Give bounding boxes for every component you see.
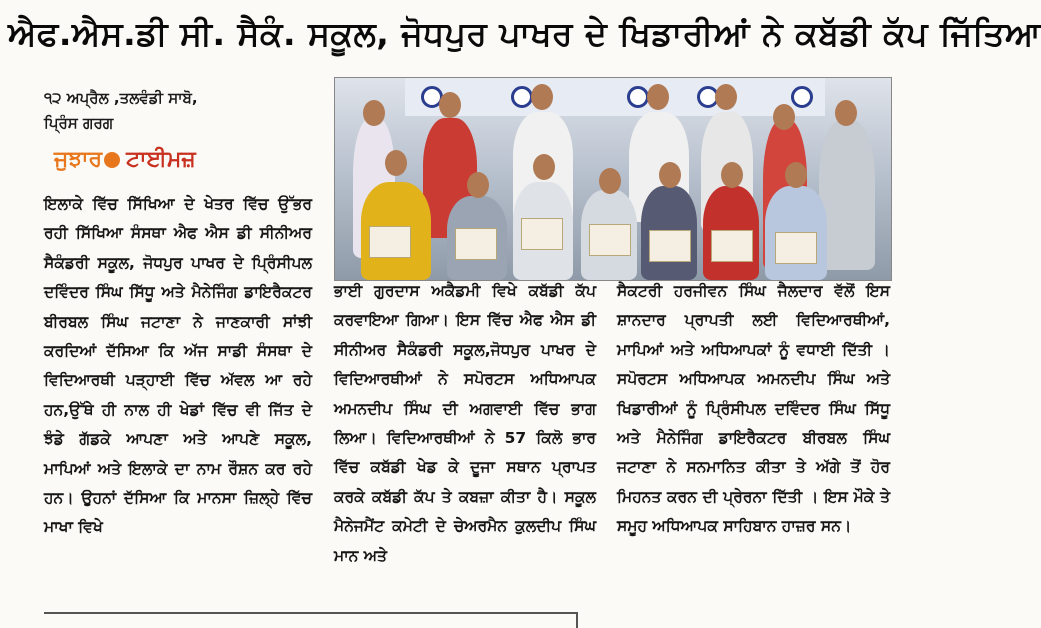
- masthead-part2: ਟਾਈਮਜ਼: [126, 147, 196, 172]
- article-column-2: [334, 277, 596, 571]
- certificate: [649, 230, 691, 262]
- photo-person-head: [385, 150, 407, 176]
- photo-person-head: [715, 84, 737, 110]
- bottom-rule-corner: [576, 612, 578, 628]
- photo-person-head: [773, 104, 795, 130]
- masthead-dot-icon: [104, 152, 120, 168]
- photo-person-head: [721, 162, 743, 188]
- photo-person-head: [835, 100, 857, 126]
- certificate: [589, 224, 631, 256]
- photo-person-head: [363, 100, 385, 126]
- headline: ਐਫ.ਐਸ.ਡੀ ਸੀ. ਸੈਕੰ. ਸਕੂਲ, ਜੋਧਪੁਰ ਪਾਖਰ ਦੇ ਖਿਡਾਰੀਆਂ ਨੇ ਕਬੱਡੀ ਕੱਪ ਜਿੱਤਿਆ: [8, 14, 1041, 53]
- photo-backdrop-banner: [405, 78, 825, 116]
- photo-person-head: [785, 162, 807, 188]
- certificate: [775, 232, 817, 264]
- seal-icon: [627, 86, 649, 108]
- dateline: ੧੨ ਅਪ੍ਰੈਲ ,ਤਲਵੰਡੀ ਸਾਬੋ,: [44, 89, 198, 107]
- photo-person-head: [599, 168, 621, 194]
- article-text: ਭਾਈ ਗੁਰਦਾਸ ਅਕੈਡਮੀ ਵਿਖੇ ਕਬੱਡੀ ਕੱਪ ਕਰਵਾਇਆ ਗਿਆ। ਇਸ ਵਿੱਚ ਐਫ ਐਸ ਡੀ ਸੀਨੀਅਰ ਸੈਕੰਡਰੀ ਸਕੂਲ,ਜੋਧਪੁਰ ਪਾਖਰ ਦੇ ਵਿਦਿਆਰਥੀਆਂ ਨੇ ਸਪੋਰਟਸ ਅਧਿਆਪਕ ਅਮਨਦੀਪ ਸਿੰਘ ਦੀ ਅਗਵਾਈ ਵਿੱਚ ਭਾਗ ਲਿਆ। ਵਿਦਿਆਰਥੀਆਂ ਨੇ 57 ਕਿਲੋ ਭਾਰ ਵਿੱਚ ਕਬੱਡੀ ਖੇਡ ਕੇ ਦੂਜਾ ਸਥਾਨ ਪ੍ਰਾਪਤ ਕਰਕੇ ਕਬੱਡੀ ਕੱਪ ਤੇ ਕਬਜ਼ਾ ਕੀਤਾ ਹੈ। ਸਕੂਲ ਮੈਨੇਜਮੈਂਟ ਕਮੇਟੀ ਦੇ ਚੇਅਰਮੈਨ ਕੁਲਦੀਪ ਸਿੰਘ ਮਾਨ ਅਤੇ: [334, 282, 596, 565]
- seal-icon: [511, 86, 533, 108]
- article-column-1: [44, 190, 312, 543]
- certificate: [521, 218, 563, 250]
- article-text: ਇਲਾਕੇ ਵਿੱਚ ਸਿੱਖਿਆ ਦੇ ਖੇਤਰ ਵਿੱਚ ਉੱਭਰ ਰਹੀ ਸਿੱਖਿਆ ਸੰਸਥਾ ਐਫ ਐਸ ਡੀ ਸੀਨੀਅਰ ਸੈਕੰਡਰੀ ਸਕੂਲ, ਜੋਧਪੁਰ ਪਾਖਰ ਦੇ ਪ੍ਰਿੰਸੀਪਲ ਦਵਿੰਦਰ ਸਿੰਘ ਸਿੱਧੂ ਅਤੇ ਮੈਨੇਜਿੰਗ ਡਾਇਰੈਕਟਰ ਬੀਰਬਲ ਸਿੰਘ ਜਟਾਣਾ ਨੇ ਜਾਣਕਾਰੀ ਸਾਂਝੀ ਕਰਦਿਆਂ ਦੱਸਿਆ ਕਿ ਅੱਜ ਸਾਡੀ ਸੰਸਥਾ ਦੇ ਵਿਦਿਆਰਥੀ ਪੜ੍ਹਾਈ ਵਿੱਚ ਅੱਵਲ ਆ ਰਹੇ ਹਨ,ਉੱਥੇ ਹੀ ਨਾਲ ਹੀ ਖੇਡਾਂ ਵਿੱਚ ਵੀ ਜਿੱਤ ਦੇ ਝੰਡੇ ਗੱਡਕੇ ਆਪਣਾ ਅਤੇ ਆਪਣੇ ਸਕੂਲ, ਮਾਪਿਆਂ ਅਤੇ ਇਲਾਕੇ ਦਾ ਨਾਮ ਰੌਸ਼ਨ ਕਰ ਰਹੇ ਹਨ। ਉਹਨਾਂ ਦੱਸਿਆ ਕਿ ਮਾਨਸਾ ਜ਼ਿਲ੍ਹੇ ਵਿੱਚ ਮਾਖਾ ਵਿਖੇ: [44, 195, 312, 537]
- photo-person: [819, 120, 875, 270]
- group-photo: [334, 77, 892, 281]
- photo-person-head: [659, 162, 681, 188]
- masthead-logo: [54, 143, 314, 177]
- seal-icon: [791, 86, 813, 108]
- certificate: [711, 230, 753, 262]
- photo-person-head: [531, 84, 553, 110]
- certificate: [455, 228, 497, 260]
- photo-person-head: [439, 92, 461, 118]
- author: ਪ੍ਰਿੰਸ ਗਰਗ: [44, 114, 114, 132]
- photo-person-head: [467, 172, 489, 198]
- masthead-part1: ਜੁਝਾਰ: [54, 147, 103, 172]
- photo-person-head: [647, 84, 669, 110]
- article-text: ਸੈਕਟਰੀ ਹਰਜੀਵਨ ਸਿੰਘ ਜੈਲਦਾਰ ਵੱਲੋਂ ਇਸ ਸ਼ਾਨਦਾਰ ਪ੍ਰਾਪਤੀ ਲਈ ਵਿਦਿਆਰਥੀਆਂ, ਮਾਪਿਆਂ ਅਤੇ ਅਧਿਆਪਕਾਂ ਨੂੰ ਵਧਾਈ ਦਿੱਤੀ । ਸਪੋਰਟਸ ਅਧਿਆਪਕ ਅਮਨਦੀਪ ਸਿੰਘ ਅਤੇ ਖਿਡਾਰੀਆਂ ਨੂੰ ਪ੍ਰਿੰਸੀਪਲ ਦਵਿੰਦਰ ਸਿੰਘ ਸਿੱਧੂ ਅਤੇ ਮੈਨੇਜਿੰਗ ਡਾਇਰੈਕਟਰ ਬੀਰਬਲ ਸਿੰਘ ਜਟਾਣਾ ਨੇ ਸਨਮਾਨਿਤ ਕੀਤਾ ਤੇ ਅੱਗੇ ਤੋਂ ਹੋਰ ਮਿਹਨਤ ਕਰਨ ਦੀ ਪ੍ਰੇਰਨਾ ਦਿੱਤੀ । ਇਸ ਮੌਕੇ ਤੇ ਸਮੂਹ ਅਧਿਆਪਕ ਸਾਹਿਬਾਨ ਹਾਜ਼ਰ ਸਨ।: [617, 282, 890, 536]
- byline: [44, 86, 314, 136]
- bottom-rule: [44, 612, 578, 614]
- photo-person-head: [533, 154, 555, 180]
- certificate: [369, 226, 411, 258]
- article-column-3: [617, 277, 890, 542]
